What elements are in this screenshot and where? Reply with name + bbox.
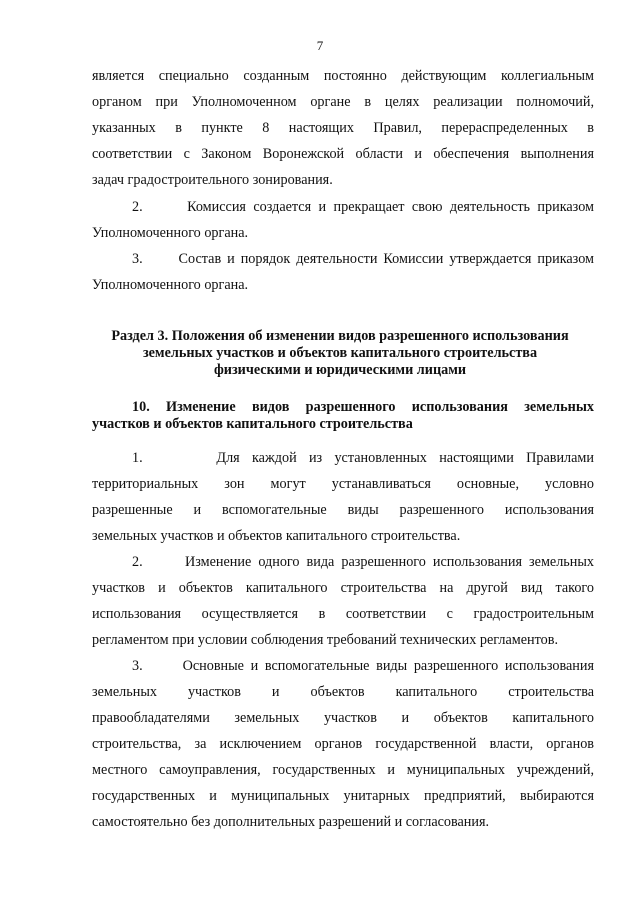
section-heading: Раздел 3. Положения об изменении видов разрешенного использования <box>111 328 569 344</box>
text-line: Уполномоченного органа. <box>92 277 249 293</box>
text-line: территориальных зон могут устанавливаться основные, условно <box>92 476 594 492</box>
text-line: правообладателями земельных участков и объектов капитального <box>92 710 594 726</box>
article-heading: участков и объектов капитального строительства <box>92 416 413 432</box>
list-item-text: 2. Изменение одного вида разрешенного использования земельных <box>132 554 594 570</box>
text-line: местного самоуправления, государственных и муниципальных учреждений, <box>92 762 594 778</box>
list-item-text: 1. Для каждой из установленных настоящими Правилами <box>132 450 594 466</box>
list-item-text: 3. Состав и порядок деятельности Комиссии утверждается приказом <box>132 251 594 267</box>
text-line: земельных участков и объектов капитального строительства. <box>92 528 461 544</box>
text-line: Уполномоченного органа. <box>92 225 249 241</box>
section-heading: земельных участков и объектов капитального строительства <box>142 345 538 361</box>
text-line: самостоятельно без дополнительных разрешений и согласования. <box>92 814 490 830</box>
text-line: земельных участков и объектов капитального строительства <box>92 684 594 700</box>
text-line: задач градостроительного зонирования. <box>92 172 333 188</box>
text-line: использования осуществляется в соответствии с градостроительным <box>92 606 594 622</box>
text-line: разрешенные и вспомогательные виды разрешенного использования <box>92 502 594 518</box>
article-heading: 10. Изменение видов разрешенного использования земельных <box>132 399 594 415</box>
page-number: 7 <box>316 38 324 53</box>
list-item-text: 3. Основные и вспомогательные виды разрешенного использования <box>132 658 594 674</box>
text-line: строительства, за исключением органов государственной власти, органов <box>92 736 594 752</box>
text-line: соответствии с Законом Воронежской области и обеспечения выполнения <box>92 146 594 162</box>
list-item-text: 2. Комиссия создается и прекращает свою деятельность приказом <box>132 199 594 215</box>
text-line: регламентом при условии соблюдения требований технических регламентов. <box>92 632 558 648</box>
text-line: органом при Уполномоченном органе в целях реализации полномочий, <box>92 94 594 110</box>
section-heading: физическими и юридическими лицами <box>213 362 467 378</box>
text-line: государственных и муниципальных унитарных предприятий, выбираются <box>92 788 594 804</box>
text-line: является специально созданным постоянно действующим коллегиальным <box>92 68 594 84</box>
text-line: участков и объектов капитального строительства на другой вид такого <box>92 580 594 596</box>
text-line: указанных в пункте 8 настоящих Правил, перераспределенных в <box>92 120 594 136</box>
